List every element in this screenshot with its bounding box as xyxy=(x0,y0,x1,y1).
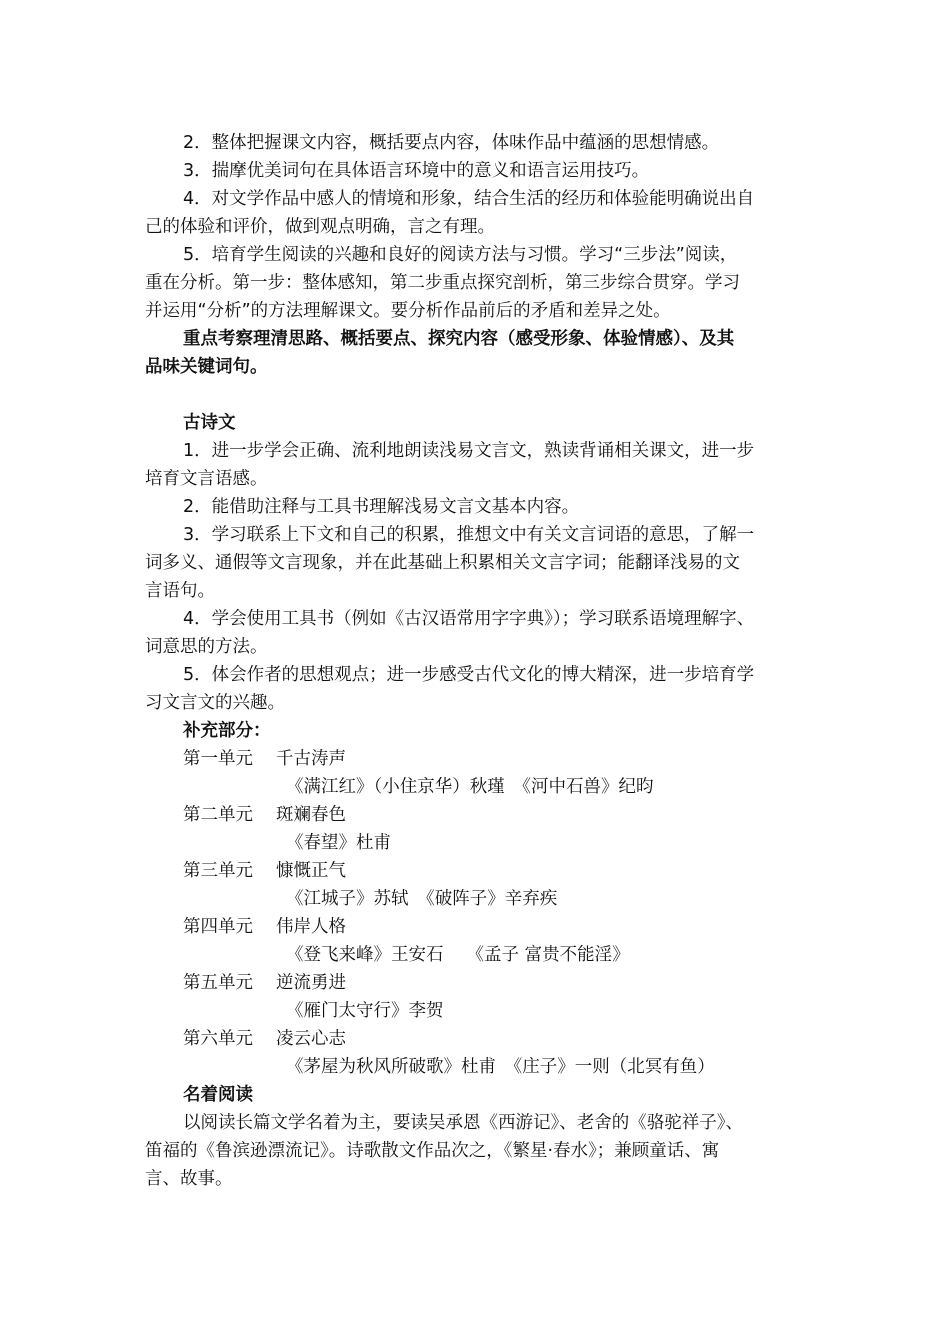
modern-item-5-line-2: 重在分析。第一步：整体感知，第二步重点探究剖析，第三步综合贯穿。学习 xyxy=(145,273,740,293)
classical-item-2-line-1: 2．能借助注释与工具书理解浅易文言文基本内容。 xyxy=(183,497,580,517)
unit-2-works: 《春望》杜甫 xyxy=(286,833,391,853)
supplement-heading: 补充部分： xyxy=(183,721,271,741)
classical-item-5-line-1: 5．体会作者的思想观点；进一步感受古代文化的博大精深，进一步培育学 xyxy=(183,665,755,685)
unit-1-row xyxy=(183,745,346,773)
modern-item-3-line-1: 3．揣摩优美词句在具体语言环境中的意义和语言运用技巧。 xyxy=(183,161,650,181)
unit-label: 第三单元 xyxy=(183,861,253,881)
reading-line-3: 言、故事。 xyxy=(145,1169,233,1189)
unit-label: 第六单元 xyxy=(183,1029,253,1049)
unit-5-row xyxy=(183,969,346,997)
unit-1-works: 《满江红》（小住京华）秋瑾 《河中石兽》纪昀 xyxy=(286,777,654,797)
unit-label: 第四单元 xyxy=(183,917,253,937)
classical-item-5-line-2: 习文言文的兴趣。 xyxy=(145,693,285,713)
classical-item-3-line-2: 词多义、通假等文言现象，并在此基础上积累相关文言字词；能翻译浅易的文 xyxy=(145,553,740,573)
reading-line-2: 笛福的《鲁滨逊漂流记》。诗歌散文作品次之，《繁星·春水》；兼顾童话、寓 xyxy=(145,1141,720,1161)
unit-title: 千古涛声 xyxy=(276,749,346,769)
unit-2-row xyxy=(183,801,346,829)
unit-title: 逆流勇进 xyxy=(276,973,346,993)
unit-title: 慷慨正气 xyxy=(276,861,346,881)
modern-item-2-line-1: 2．整体把握课文内容，概括要点内容，体味作品中蕴涵的思想情感。 xyxy=(183,133,720,153)
modern-item-5-line-3: 并运用“分析”的方法理解课文。要分析作品前后的矛盾和差异之处。 xyxy=(145,301,671,321)
reading-heading: 名着阅读 xyxy=(183,1085,253,1105)
classical-item-4-line-1: 4．学会使用工具书（例如《古汉语常用字字典》）；学习联系语境理解字、 xyxy=(183,609,755,629)
classical-item-1-line-1: 1．进一步学会正确、流利地朗读浅易文言文，熟读背诵相关课文，进一步 xyxy=(183,441,755,461)
classical-heading: 古诗文 xyxy=(183,413,236,433)
unit-6-row xyxy=(183,1025,346,1053)
modern-item-4-line-2: 己的体验和评价，做到观点明确，言之有理。 xyxy=(145,217,495,237)
unit-3-row xyxy=(183,857,346,885)
modern-item-5-line-1: 5．培育学生阅读的兴趣和良好的阅读方法与习惯。学习“三步法”阅读， xyxy=(183,245,738,265)
unit-label: 第一单元 xyxy=(183,749,253,769)
classical-item-4-line-2: 词意思的方法。 xyxy=(145,637,268,657)
unit-4-row xyxy=(183,913,346,941)
emphasis-line-2: 品味关键词句。 xyxy=(145,357,268,377)
unit-label: 第二单元 xyxy=(183,805,253,825)
classical-item-3-line-1: 3．学习联系上下文和自己的积累，推想文中有关文言词语的意思，了解一 xyxy=(183,525,755,545)
unit-title: 斑斓春色 xyxy=(276,805,346,825)
unit-label: 第五单元 xyxy=(183,973,253,993)
modern-item-4-line-1: 4．对文学作品中感人的情境和形象，结合生活的经历和体验能明确说出自 xyxy=(183,189,755,209)
emphasis-line-1: 重点考察理清思路、概括要点、探究内容（感受形象、体验情感）、及其 xyxy=(183,329,735,349)
reading-line-1: 以阅读长篇文学名着为主，要读吴承恩《西游记》、老舍的《骆驼祥子》、 xyxy=(183,1113,743,1133)
unit-3-works: 《江城子》苏轼 《破阵子》辛弃疾 xyxy=(286,889,558,909)
unit-6-works: 《茅屋为秋风所破歌》杜甫 《庄子》一则（北冥有鱼） xyxy=(286,1057,715,1077)
unit-5-works: 《雁门太守行》李贺 xyxy=(286,1001,444,1021)
unit-title: 伟岸人格 xyxy=(276,917,346,937)
unit-title: 凌云心志 xyxy=(276,1029,346,1049)
classical-item-1-line-2: 培育文言语感。 xyxy=(145,469,268,489)
unit-4-works: 《登飞来峰》王安石 《孟子 富贵不能淫》 xyxy=(286,945,630,965)
classical-item-3-line-3: 言语句。 xyxy=(145,581,215,601)
